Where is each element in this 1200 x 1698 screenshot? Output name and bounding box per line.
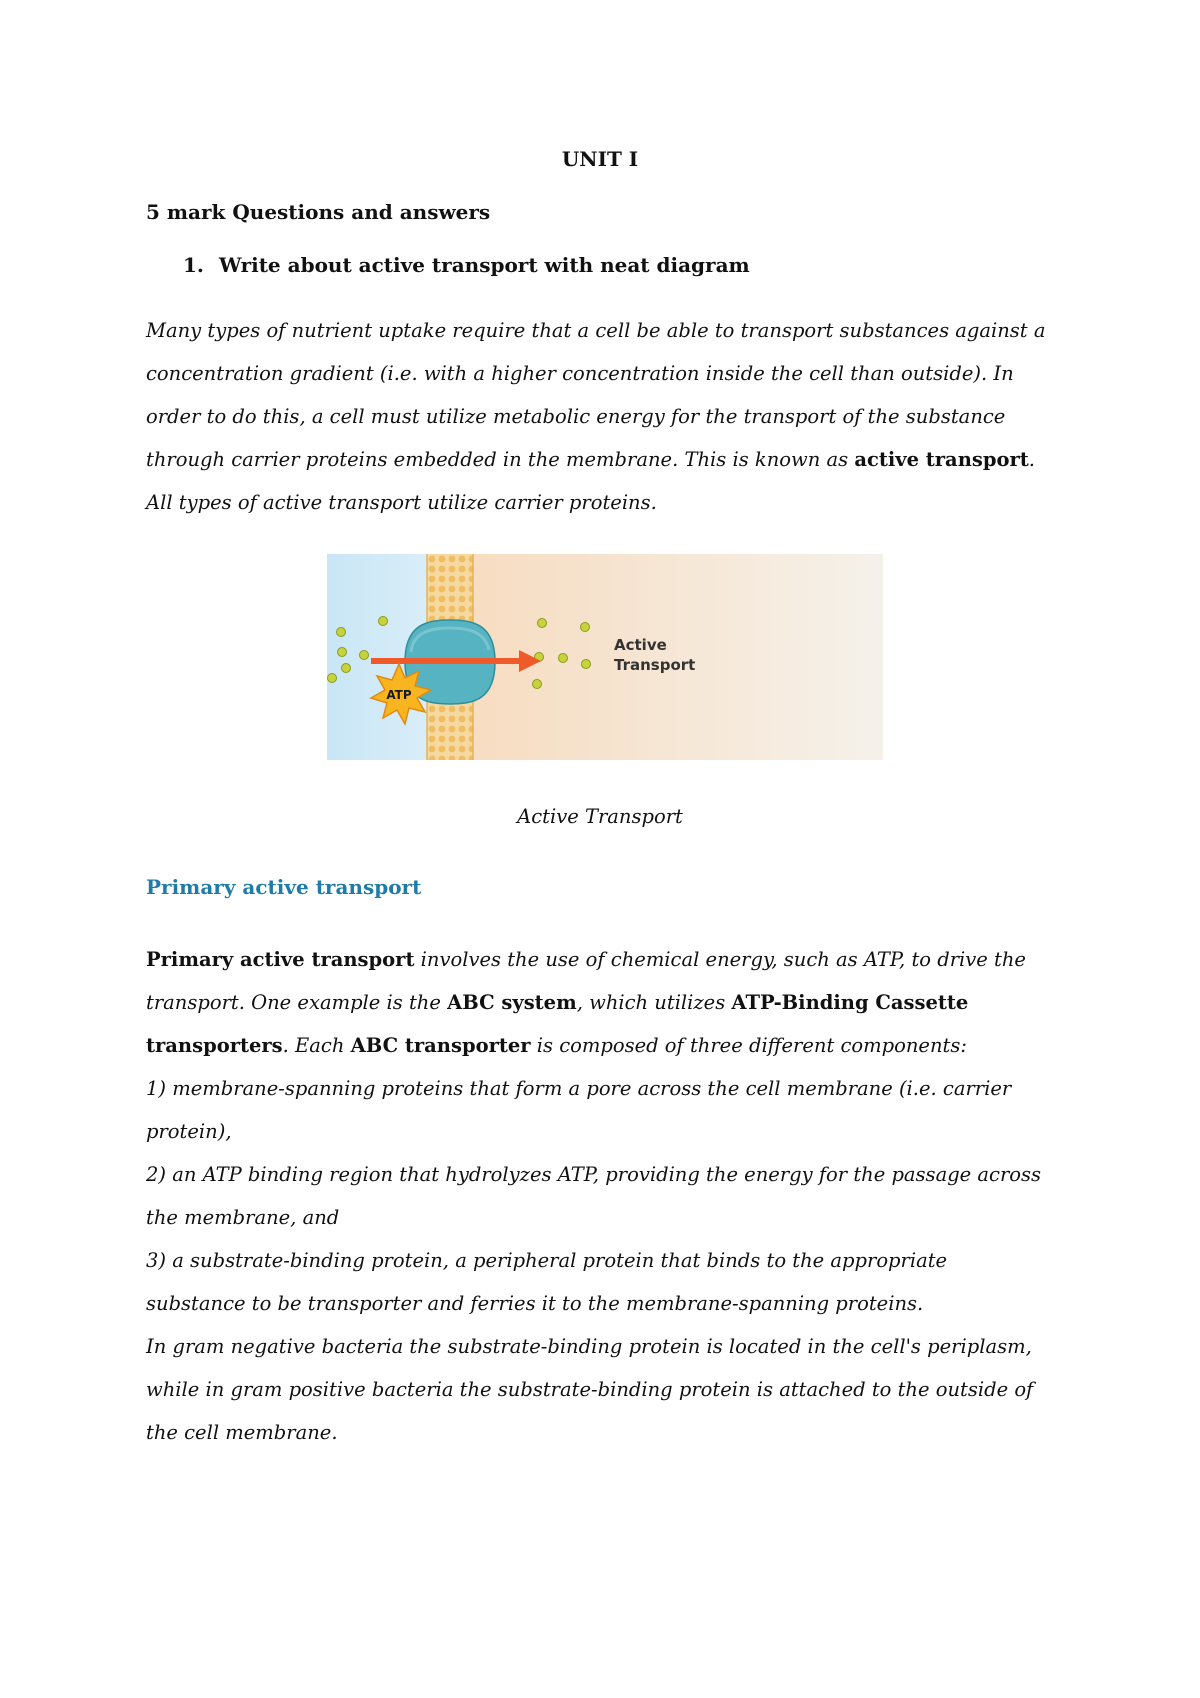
molecule-icon — [559, 654, 568, 663]
primary-line: In gram negative bacteria the substrate-binding protein is located in the cell's periplasm, — [146, 1335, 1032, 1358]
diagram-label-line2: Transport — [614, 656, 696, 674]
section-heading: 5 mark Questions and answers — [146, 200, 491, 224]
molecule-icon — [379, 617, 388, 626]
diagram-label-line1: Active — [614, 636, 667, 654]
bold-term: ABC system — [447, 991, 577, 1014]
primary-text: transport. One example is the — [146, 991, 448, 1014]
question-text: Write about active transport with neat diagram — [219, 253, 750, 277]
molecule-icon — [533, 680, 542, 689]
intro-line — [146, 438, 1066, 481]
active-transport-diagram — [327, 554, 883, 760]
intro-paragraph — [146, 309, 1066, 524]
intro-line: All types of active transport utilize carrier proteins. — [146, 491, 657, 514]
unit-title: UNIT I — [561, 147, 639, 171]
primary-text: . Each — [282, 1034, 351, 1057]
primary-text: , which utilizes — [576, 991, 732, 1014]
primary-line: while in gram positive bacteria the substrate-binding protein is attached to the outside of — [146, 1378, 1034, 1401]
molecule-icon — [328, 674, 337, 683]
primary-line — [146, 1024, 1066, 1067]
bold-term: ABC transporter — [350, 1034, 531, 1057]
intro-period: . — [1028, 448, 1035, 471]
active-transport-term: active transport — [854, 448, 1029, 471]
intro-line: concentration gradient (i.e. with a higher concentration inside the cell than outside). In — [146, 362, 1014, 385]
molecule-icon — [581, 623, 590, 632]
molecule-icon — [338, 648, 347, 657]
bold-term: Primary active transport — [146, 948, 415, 971]
primary-line: the cell membrane. — [146, 1421, 338, 1444]
primary-line: protein), — [146, 1120, 232, 1143]
bold-term: transporters — [146, 1034, 283, 1057]
primary-line — [146, 938, 1066, 981]
primary-paragraph — [146, 938, 1066, 1454]
primary-text: is composed of three different components: — [530, 1034, 967, 1057]
intro-line: order to do this, a cell must utilize metabolic energy for the transport of the substance — [146, 405, 1006, 428]
intro-line: Many types of nutrient uptake require that a cell be able to transport substances against a — [146, 319, 1046, 342]
primary-line — [146, 981, 1066, 1024]
figure-caption: Active Transport — [517, 805, 683, 828]
primary-line: 1) membrane-spanning proteins that form a pore across the cell membrane (i.e. carrier — [146, 1077, 1012, 1100]
atp-label: ATP — [386, 688, 412, 702]
primary-line: the membrane, and — [146, 1206, 340, 1229]
molecule-icon — [360, 651, 369, 660]
primary-line: substance to be transporter and ferries it to the membrane-spanning proteins. — [146, 1292, 924, 1315]
molecule-icon — [337, 628, 346, 637]
primary-active-transport-heading: Primary active transport — [146, 875, 422, 899]
molecule-icon — [582, 660, 591, 669]
primary-line: 2) an ATP binding region that hydrolyzes ATP, providing the energy for the passage across — [146, 1163, 1042, 1186]
intro-line-text: through carrier proteins embedded in the membrane. This is known as — [146, 448, 855, 471]
question-heading — [183, 253, 750, 277]
molecule-icon — [342, 664, 351, 673]
question-number: 1. — [183, 253, 204, 277]
primary-line: 3) a substrate-binding protein, a peripheral protein that binds to the appropriate — [146, 1249, 948, 1272]
bold-term: ATP-Binding Cassette — [731, 991, 969, 1014]
primary-text: involves the use of chemical energy, such as ATP, to drive the — [414, 948, 1026, 971]
molecule-icon — [538, 619, 547, 628]
